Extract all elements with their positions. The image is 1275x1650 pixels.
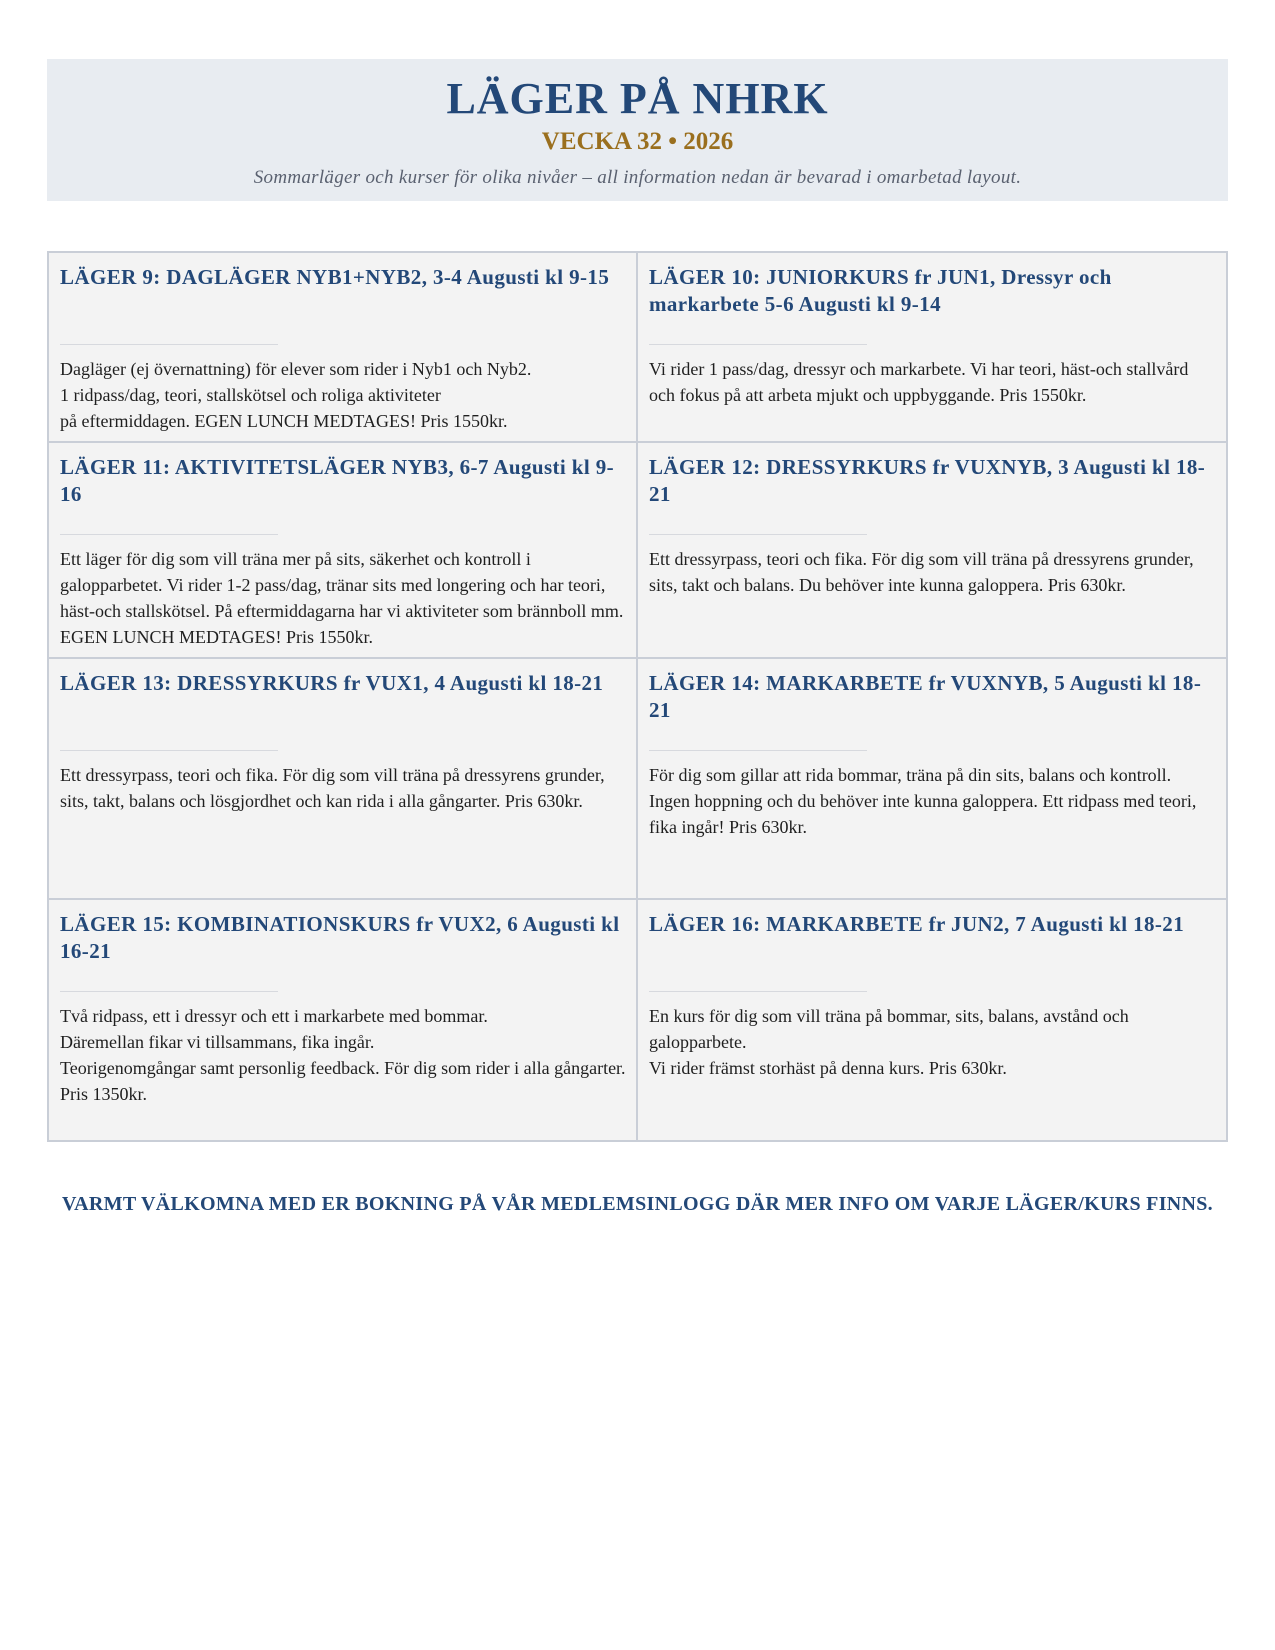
divider xyxy=(60,991,278,992)
camp-line: En kurs för dig som vill träna på bommar, sits, balans, avstånd och galopparbete. xyxy=(649,1006,1129,1052)
page-subtitle: VECKA 32 • 2026 xyxy=(541,128,734,155)
camp-card xyxy=(47,898,638,1142)
camp-line: på eftermiddagen. EGEN LUNCH MEDTAGES! Pris 1550kr. xyxy=(60,411,508,431)
camp-line: Ett dressyrpass, teori och fika. För dig som vill träna på dressyrens grunder, xyxy=(60,765,605,785)
camp-card xyxy=(636,898,1228,1142)
camp-line: Ett dressyrpass, teori och fika. För dig som vill träna på dressyrens grunder, xyxy=(649,549,1194,569)
camp-line: Dagläger (ej övernattning) för elever som rider i Nyb1 och Nyb2. xyxy=(60,359,532,379)
page-intro: Sommarläger och kurser för olika nivåer – all information nedan är bevarad i omarbetad layout. xyxy=(253,167,1022,188)
divider xyxy=(649,750,867,751)
camp-line: Däremellan fikar vi tillsammans, fika ingår. xyxy=(60,1032,375,1052)
page-title: LÄGER PÅ NHRK xyxy=(446,74,829,123)
camp-title: LÄGER 14: MARKARBETE fr VUXNYB, 5 Augusti kl 18-21 xyxy=(649,671,1202,722)
camp-title: LÄGER 10: JUNIORKURS fr JUN1, Dressyr och markarbete 5-6 Augusti kl 9-14 xyxy=(649,265,1112,316)
camp-line: Ett läger för dig som vill träna mer på sits, säkerhet och kontroll i galopparbetet. Vi rider 1-2 pass/dag, tränar sits med longering och har teori, häst-och stallskötsel. På eftermiddagarna har vi aktiviteter som brännboll mm. EGEN LUNCH MEDTAGES! Pris 1550kr. xyxy=(60,549,624,647)
camp-line: fika ingår! Pris 630kr. xyxy=(649,817,807,837)
camp-card xyxy=(636,441,1228,659)
divider xyxy=(649,991,867,992)
camp-title: LÄGER 9: DAGLÄGER NYB1+NYB2, 3-4 Augusti kl 9-15 xyxy=(60,265,610,289)
camp-line: Vi rider 1 pass/dag, dressyr och markarbete. Vi har teori, häst-och stallvård xyxy=(649,359,1189,379)
camp-line: För dig som gillar att rida bommar, träna på din sits, balans och kontroll. xyxy=(649,765,1172,785)
camp-title: LÄGER 15: KOMBINATIONSKURS fr VUX2, 6 Augusti kl 16-21 xyxy=(60,912,620,963)
camp-line: Ingen hoppning och du behöver inte kunna galoppera. Ett ridpass med teori, xyxy=(649,791,1197,811)
camp-line: Två ridpass, ett i dressyr och ett i markarbete med bommar. xyxy=(60,1006,488,1026)
footer-note: VARMT VÄLKOMNA MED ER BOKNING PÅ VÅR MEDLEMSINLOGG DÄR MER INFO OM VARJE LÄGER/KURS FINNS. xyxy=(62,1193,1213,1215)
camp-card xyxy=(47,657,638,900)
camp-card xyxy=(47,441,638,659)
camp-title: LÄGER 13: DRESSYRKURS fr VUX1, 4 Augusti kl 18-21 xyxy=(60,671,604,695)
camp-line: sits, takt, balans och lösgjordhet och kan rida i alla gångarter. Pris 630kr. xyxy=(60,791,583,811)
camp-card xyxy=(636,251,1228,443)
camp-line: 1 ridpass/dag, teori, stallskötsel och roliga aktiviteter xyxy=(60,385,441,405)
camp-card xyxy=(47,251,638,443)
camp-card xyxy=(636,657,1228,900)
camp-title: LÄGER 11: AKTIVITETSLÄGER NYB3, 6-7 Augusti kl 9-16 xyxy=(60,455,615,506)
page-header xyxy=(47,59,1228,201)
camp-grid xyxy=(47,251,1228,1140)
divider xyxy=(60,750,278,751)
divider xyxy=(60,534,278,535)
camp-line: Pris 1350kr. xyxy=(60,1084,148,1104)
camp-line: sits, takt och balans. Du behöver inte kunna galoppera. Pris 630kr. xyxy=(649,575,1126,595)
divider xyxy=(649,344,867,345)
divider xyxy=(60,344,278,345)
camp-line: Vi rider främst storhäst på denna kurs. Pris 630kr. xyxy=(649,1058,1007,1078)
camp-title: LÄGER 16: MARKARBETE fr JUN2, 7 Augusti kl 18-21 xyxy=(649,912,1185,936)
divider xyxy=(649,534,867,535)
camp-title: LÄGER 12: DRESSYRKURS fr VUXNYB, 3 Augusti kl 18-21 xyxy=(649,455,1206,506)
camp-line: och fokus på att arbeta mjukt och uppbyggande. Pris 1550kr. xyxy=(649,385,1087,405)
camp-line: Teorigenomgångar samt personlig feedback. För dig som rider i alla gångarter. xyxy=(60,1058,626,1078)
